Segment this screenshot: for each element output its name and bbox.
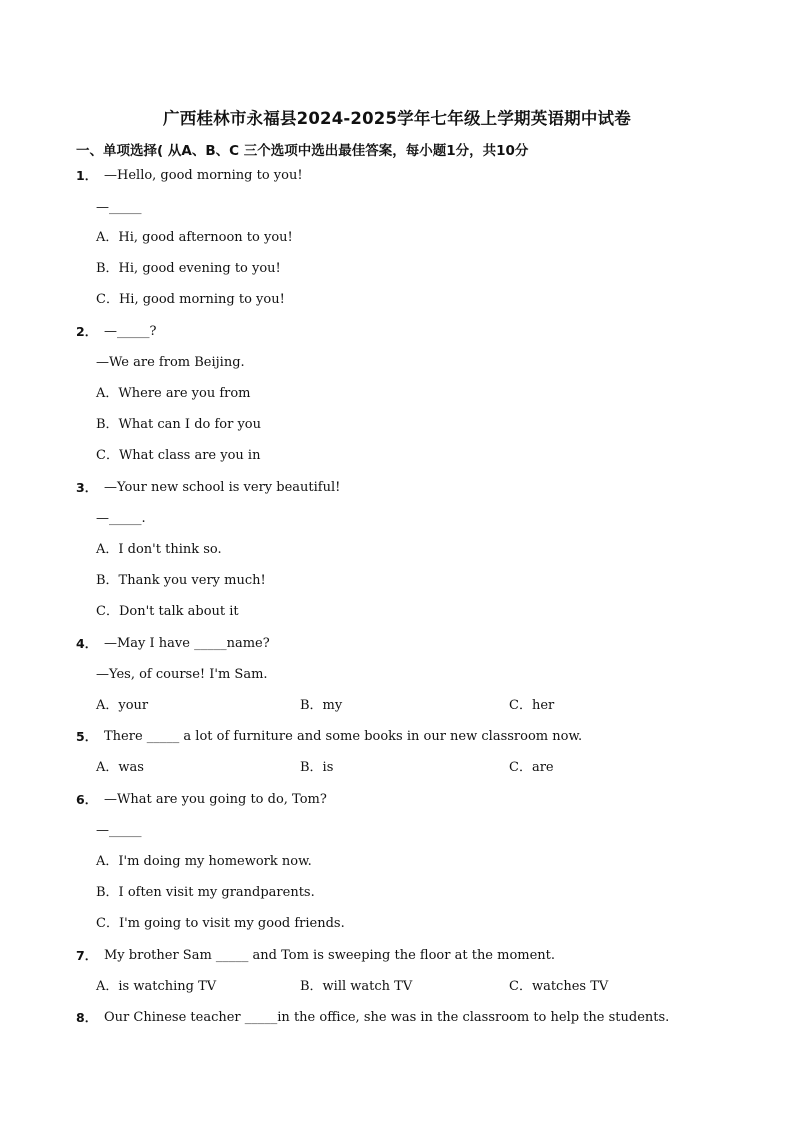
question-stem: —Your new school is very beautiful! xyxy=(104,480,341,495)
question-number: 6． xyxy=(76,792,98,807)
question-number: 4． xyxy=(76,636,98,651)
question-stem: —May I have _____name? xyxy=(104,636,270,651)
option-b: B．Hi, good evening to you! xyxy=(96,261,281,276)
question-reply: —_____ xyxy=(96,823,142,838)
question-stem: —_____? xyxy=(104,324,157,339)
question-number: 7． xyxy=(76,948,98,963)
question-number: 1． xyxy=(76,168,98,183)
question-number: 3． xyxy=(76,480,98,495)
question-stem: —Hello, good morning to you! xyxy=(104,168,303,183)
question-stem: There _____ a lot of furniture and some books in our new classroom now. xyxy=(104,729,583,744)
question-number: 2． xyxy=(76,324,98,339)
question-reply: —Yes, of course! I'm Sam. xyxy=(96,667,268,682)
option-a: A．I don't think so. xyxy=(96,542,222,557)
question-reply: —_____ xyxy=(96,200,142,215)
option-b: B．is xyxy=(300,760,334,775)
option-b: B．I often visit my grandparents. xyxy=(96,885,315,900)
option-a: A．Hi, good afternoon to you! xyxy=(96,230,293,245)
option-c: C．I'm going to visit my good friends. xyxy=(96,916,345,931)
question-stem: Our Chinese teacher _____in the office, she was in the classroom to help the students. xyxy=(104,1010,670,1025)
option-b: B．What can I do for you xyxy=(96,417,262,432)
option-c: C．Hi, good morning to you! xyxy=(96,292,285,307)
option-c: C．watches TV xyxy=(509,979,609,994)
option-a: A．your xyxy=(96,698,149,713)
option-b: B．Thank you very much! xyxy=(96,573,266,588)
option-a: A．I'm doing my homework now. xyxy=(96,854,312,869)
question-reply: —We are from Beijing. xyxy=(96,355,245,370)
option-a: A．Where are you from xyxy=(96,386,251,401)
question-number: 8． xyxy=(76,1010,98,1025)
section-heading: 一、单项选择( 从A、B、C 三个选项中选出最佳答案，每小题1分，共10分 xyxy=(76,143,529,159)
exam-title: 广西桂林市永福县2024-2025学年七年级上学期英语期中试卷 xyxy=(163,109,631,128)
option-c: C．Don't talk about it xyxy=(96,604,239,619)
option-c: C．What class are you in xyxy=(96,448,261,463)
option-a: A．was xyxy=(96,760,144,775)
question-number: 5． xyxy=(76,729,98,744)
option-c: C．her xyxy=(509,698,555,713)
option-b: B．will watch TV xyxy=(300,979,413,994)
question-stem: —What are you going to do, Tom? xyxy=(104,792,327,807)
question-reply: —_____. xyxy=(96,511,146,526)
question-stem: My brother Sam _____ and Tom is sweeping the floor at the moment. xyxy=(104,948,556,963)
option-c: C．are xyxy=(509,760,554,775)
option-a: A．is watching TV xyxy=(96,979,217,994)
option-b: B．my xyxy=(300,698,343,713)
